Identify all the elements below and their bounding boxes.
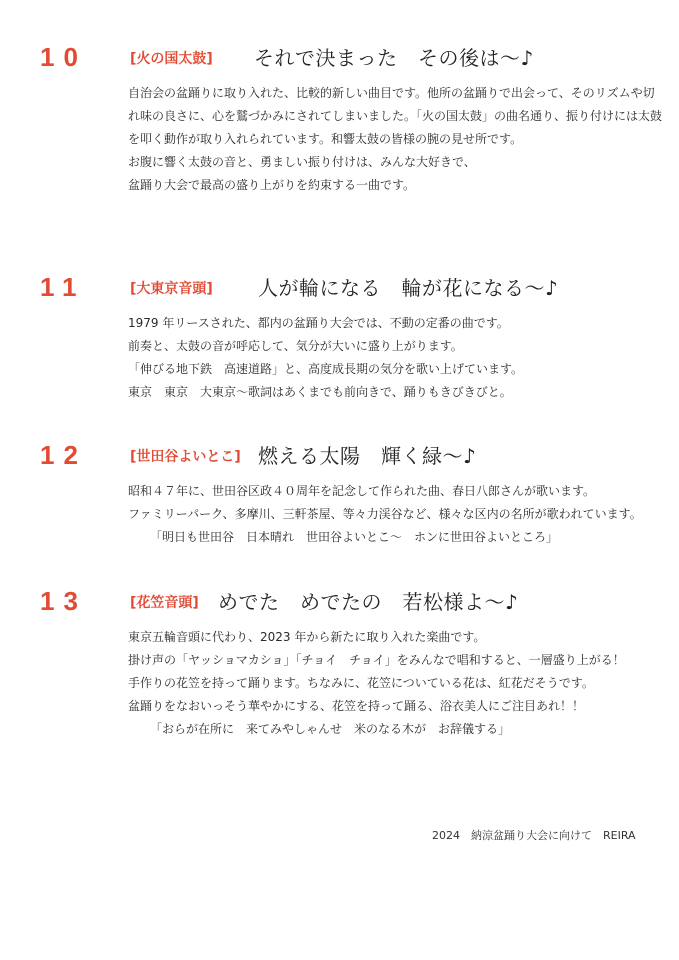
body-line: 1979 年リースされた、都内の盆踊り大会では、不動の定番の曲です。 [128, 316, 509, 330]
section-body [128, 626, 648, 741]
section-number: 13 [40, 586, 87, 616]
song-title-tag: [火の国太鼓] [130, 51, 213, 67]
body-line: 「伸びる地下鉄 高速道路」と、高度成長期の気分を歌い上げています。 [128, 362, 524, 376]
section-number: 11 [40, 272, 86, 302]
body-line: 東京 東京 大東京～歌詞はあくまでも前向きで、踊りもきびきびと。 [128, 385, 512, 399]
body-line: 盆踊りをなおいっそう華やかにする、花笠を持って踊る、浴衣美人にご注目あれ！！ [128, 699, 585, 713]
body-line: ファミリーパーク、多摩川、三軒茶屋、等々力渓谷など、様々な区内の名所が歌われています。 [128, 507, 642, 521]
body-line: お腹に響く太鼓の音と、勇ましい振り付けは、みんな大好きで、 [128, 155, 476, 169]
song-headline: それで決まった その後は～♪ [254, 46, 534, 70]
song-title-tag: [世田谷よいとこ] [130, 449, 241, 465]
section-body [128, 480, 648, 549]
song-headline: 燃える太陽 輝く緑～♪ [258, 444, 477, 468]
section-body [128, 82, 663, 197]
body-line: 掛け声の「ヤッショマカショ」「チョイ チョイ」をみんなで唱和すると、一層盛り上がる！ [128, 653, 625, 667]
body-line: 自治会の盆踊りに取り入れた、比較的新しい曲目です。他所の盆踊りで出会って、そのリズムや切 [128, 86, 655, 100]
section-number: 10 [40, 42, 87, 72]
body-line: 東京五輪音頭に代わり、2023 年から新たに取り入れた楽曲です。 [128, 630, 486, 644]
body-line: を叩く動作が取り入れられています。和響太鼓の皆様の腕の見せ所です。 [128, 132, 523, 146]
body-line: 手作りの花笠を持って踊ります。ちなみに、花笠についている花は、紅花だそうです。 [128, 676, 594, 690]
section-number: 12 [40, 440, 87, 470]
song-title-tag: [大東京音頭] [130, 281, 213, 297]
body-line: れ味の良さに、心を鷲づかみにされてしまいました。「火の国太鼓」の曲名通り、振り付けには太鼓 [128, 109, 663, 123]
lyric-quote: 「明日も世田谷 日本晴れ 世田谷よいとこ～ ホンに世田谷よいところ」 [150, 530, 559, 544]
footer-credit: 2024 納涼盆踊り大会に向けて REIRA [432, 829, 636, 842]
song-headline: めでた めでたの 若松様よ～♪ [218, 590, 519, 614]
section-body [128, 312, 648, 404]
body-line: 昭和４７年に、世田谷区政４０周年を記念して作られた曲、春日八郎さんが歌います。 [128, 484, 596, 498]
lyric-quote: 「おらが在所に 来てみやしゃんせ 米のなる木が お辞儀する」 [150, 722, 511, 736]
body-line: 盆踊り大会で最高の盛り上がりを約束する一曲です。 [128, 178, 416, 192]
body-line: 前奏と、太鼓の音が呼応して、気分が大いに盛り上がります。 [128, 339, 463, 353]
song-title-tag: [花笠音頭] [130, 595, 199, 611]
song-headline: 人が輪になる 輪が花になる～♪ [258, 276, 559, 300]
